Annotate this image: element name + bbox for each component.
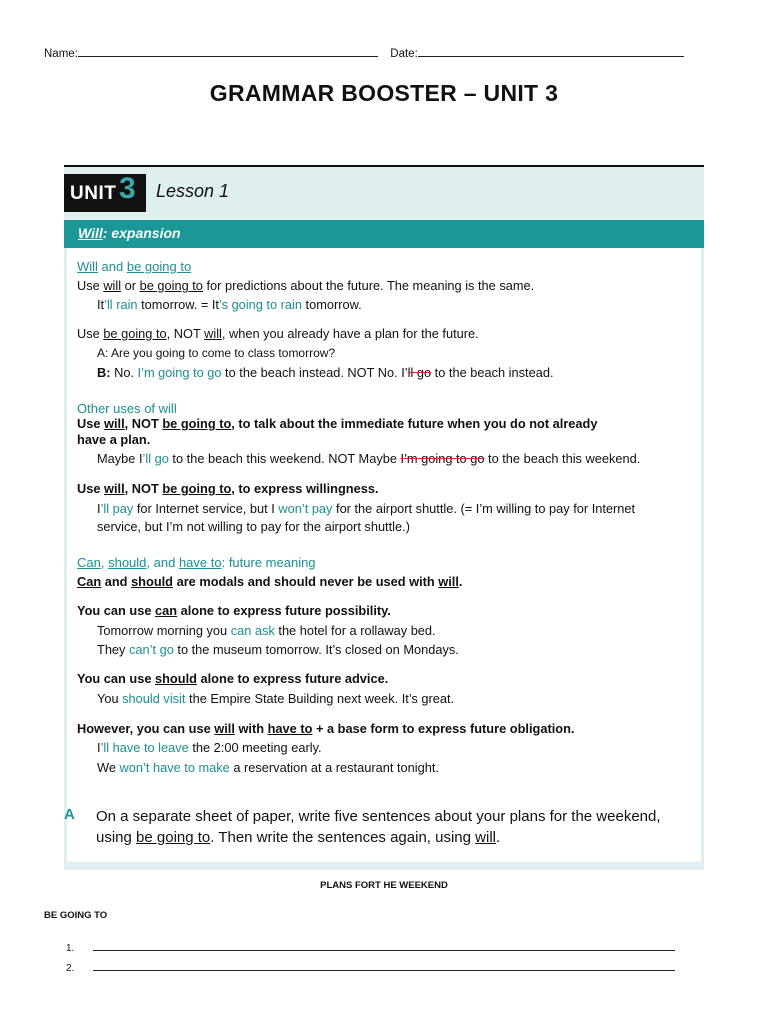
example-line: B: No. I’m going to go to the beach instead. NOT No. I’ll go to the beach instead. [97, 365, 554, 380]
plans-title: PLANS FORT HE WEEKEND [320, 880, 448, 891]
exercise-letter: A [64, 806, 75, 823]
rule-line: have a plan. [77, 432, 151, 447]
unit-banner [64, 171, 704, 215]
name-field[interactable] [78, 46, 378, 57]
lesson-label: Lesson 1 [156, 181, 230, 201]
example-line: I’ll pay for Internet service, but I won’t pay for the airport shuttle. (= I’m willing to pay for Internet [97, 501, 636, 516]
subheading-other-uses: Other uses of will [77, 401, 177, 416]
unit-word: UNIT [70, 183, 117, 204]
section-title: Will: expansion [78, 225, 181, 241]
example-line: Maybe I’ll go to the beach this weekend. NOT Maybe I’m going to go to the beach this weekend. [97, 451, 641, 466]
rule-line: Use be going to, NOT will, when you already have a plan for the future. [77, 326, 479, 341]
unit-number: 3 [119, 172, 136, 205]
section-label: BE GOING TO [44, 910, 108, 921]
example-line: It’ll rain tomorrow. = It’s going to rain tomorrow. [97, 297, 362, 312]
rule-line: Use will or be going to for predictions about the future. The meaning is the same. [77, 278, 535, 293]
textbook-panel [64, 165, 704, 870]
name-date-line [44, 46, 684, 60]
subheading-modals: Can, should, and have to: future meaning [77, 555, 316, 570]
example-line: service, but I’m not willing to pay for the airport shuttle.) [97, 519, 410, 534]
example-line: They can’t go to the museum tomorrow. It’s closed on Mondays. [97, 642, 459, 657]
date-label: Date: [390, 48, 418, 60]
example-line: Tomorrow morning you can ask the hotel for a rollaway bed. [97, 623, 436, 638]
subheading-will-going-to: Will and be going to [77, 259, 192, 274]
date-field[interactable] [418, 46, 684, 57]
unit-badge [64, 174, 146, 212]
grammar-content [67, 248, 701, 862]
section-bar [64, 220, 704, 248]
rule-line: You can use should alone to express future advice. [77, 671, 389, 686]
rule-line: Use will, NOT be going to, to talk about the immediate future when you do not already [77, 416, 598, 431]
rule-line: Can and should are modals and should never be used with will. [77, 574, 463, 589]
answer-line-1[interactable]: 1. [66, 938, 675, 956]
example-line: We won’t have to make a reservation at a restaurant tonight. [97, 760, 439, 775]
name-label: Name: [44, 48, 78, 60]
example-line: A: Are you going to come to class tomorrow? [97, 346, 336, 360]
exercise-instructions: On a separate sheet of paper, write five sentences about your plans for the weekend, using be going to. Then write the sentences again, using will. [96, 808, 661, 846]
example-line: I’ll have to leave the 2:00 meeting early. [97, 740, 322, 755]
rule-line: However, you can use will with have to + a base form to express future obligation. [77, 721, 575, 736]
page-title: GRAMMAR BOOSTER – UNIT 3 [209, 80, 559, 106]
example-line: You should visit the Empire State Building next week. It’s great. [97, 691, 455, 706]
rule-line: Use will, NOT be going to, to express willingness. [77, 481, 379, 496]
answer-line-2[interactable]: 2. [66, 958, 675, 976]
rule-line: You can use can alone to express future possibility. [77, 603, 391, 618]
